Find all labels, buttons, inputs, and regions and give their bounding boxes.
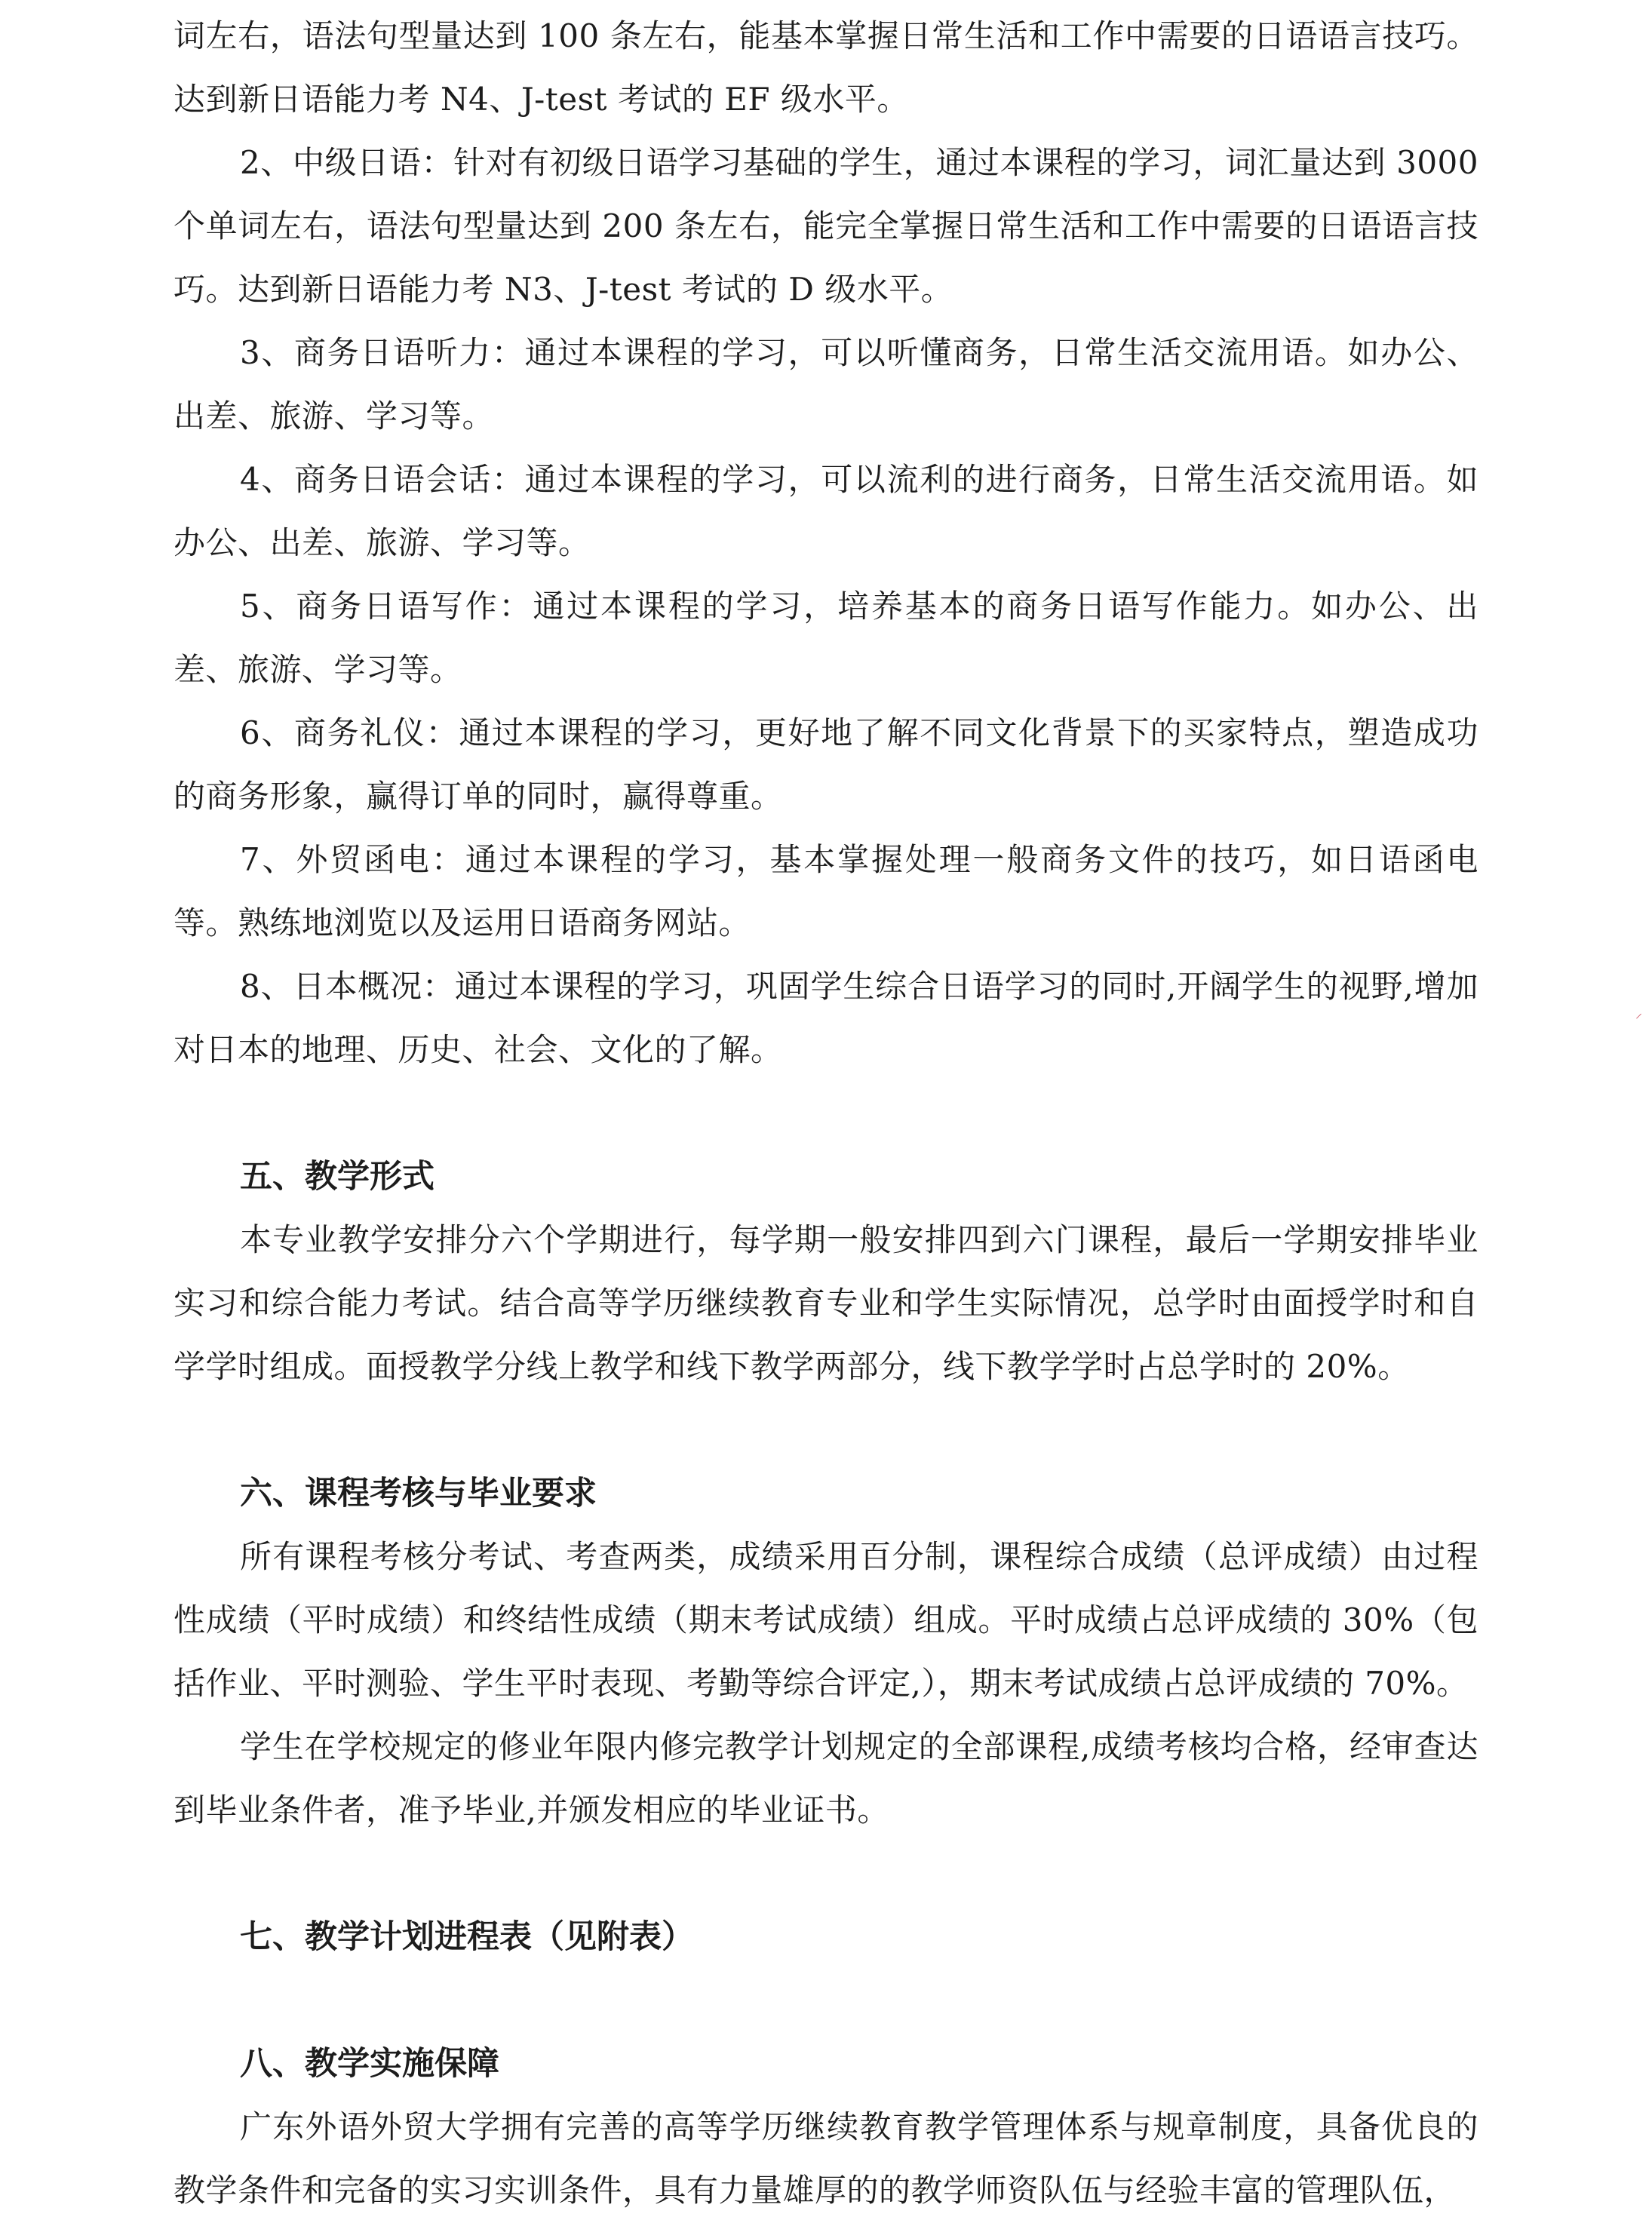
graduation-paragraph: 学生在学校规定的修业年限内修完教学计划规定的全部课程,成绩考核均合格，经审查达到毕业条件者，准予毕业,并颁发相应的毕业证书。 [173, 1728, 1479, 1828]
section-spacer [173, 1842, 1479, 1905]
teaching-form-paragraph: 本专业教学安排分六个学期进行，每学期一般安排四到六门课程，最后一学期安排毕业实习和综合能力考试。结合高等学历继续教育专业和学生实际情况，总学时由面授学时和自学学时组成。面授教学分线上教学和线下教学两部分，线下教学学时占总学时的 20%。 [173, 1221, 1479, 1385]
section-heading-implementation: 八、教学实施保障 [240, 2045, 499, 2083]
course-item-business-etiquette: 6、商务礼仪：通过本课程的学习，更好地了解不同文化背景下的买家特点，塑造成功的商务形象，赢得订单的同时，赢得尊重。 [173, 714, 1479, 815]
course-item-business-listening: 3、商务日语听力：通过本课程的学习，可以听懂商务，日常生活交流用语。如办公、出差、旅游、学习等。 [173, 334, 1479, 434]
implementation-paragraph: 广东外语外贸大学拥有完善的高等学历继续教育教学管理体系与规章制度，具备优良的教学条件和完备的实习实训条件，具有力量雄厚的的教学师资队伍与经验丰富的管理队伍， [173, 2108, 1479, 2209]
course-item-trade-correspondence: 7、外贸函电：通过本课程的学习，基本掌握处理一般商务文件的技巧，如日语函电等。熟练地浏览以及运用日语商务网站。 [173, 841, 1479, 941]
assessment-paragraph: 所有课程考核分考试、考查两类，成绩采用百分制，课程综合成绩（总评成绩）由过程性成绩（平时成绩）和终结性成绩（期末考试成绩）组成。平时成绩占总评成绩的 30%（包括作业、平时测验、学生平时表现、考勤等综合评定,），期末考试成绩占总评成绩的 70%。 [173, 1538, 1479, 1702]
course-item-business-conversation: 4、商务日语会话：通过本课程的学习，可以流利的进行商务，日常生活交流用语。如办公、出差、旅游、学习等。 [173, 461, 1479, 561]
margin-mark-icon: ⸝ [1635, 1006, 1642, 1021]
intro-continuation: 词左右，语法句型量达到 100 条左右，能基本掌握日常生活和工作中需要的日语语言技巧。达到新日语能力考 N4、J-test 考试的 EF 级水平。 [173, 17, 1479, 118]
section-heading-assessment: 六、课程考核与毕业要求 [240, 1475, 597, 1512]
course-item-intermediate-japanese: 2、中级日语：针对有初级日语学习基础的学生，通过本课程的学习，词汇量达到 3000 个单词左右，语法句型量达到 200 条左右，能完全掌握日常生活和工作中需要的日语语言技巧。达到新日语能力考 N3、J-test 考试的 D 级水平。 [173, 144, 1479, 308]
section-heading-schedule: 七、教学计划进程表（见附表） [240, 1918, 694, 1956]
section-spacer [173, 1082, 1479, 1145]
section-spacer [173, 1399, 1479, 1462]
section-heading-teaching-form: 五、教学形式 [240, 1158, 434, 1196]
section-spacer [173, 1969, 1479, 2032]
document-page [173, 5, 1479, 2222]
course-item-business-writing: 5、商务日语写作：通过本课程的学习，培养基本的商务日语写作能力。如办公、出差、旅游、学习等。 [173, 588, 1479, 688]
course-item-japan-overview: 8、日本概况：通过本课程的学习，巩固学生综合日语学习的同时,开阔学生的视野,增加对日本的地理、历史、社会、文化的了解。 [173, 968, 1479, 1068]
